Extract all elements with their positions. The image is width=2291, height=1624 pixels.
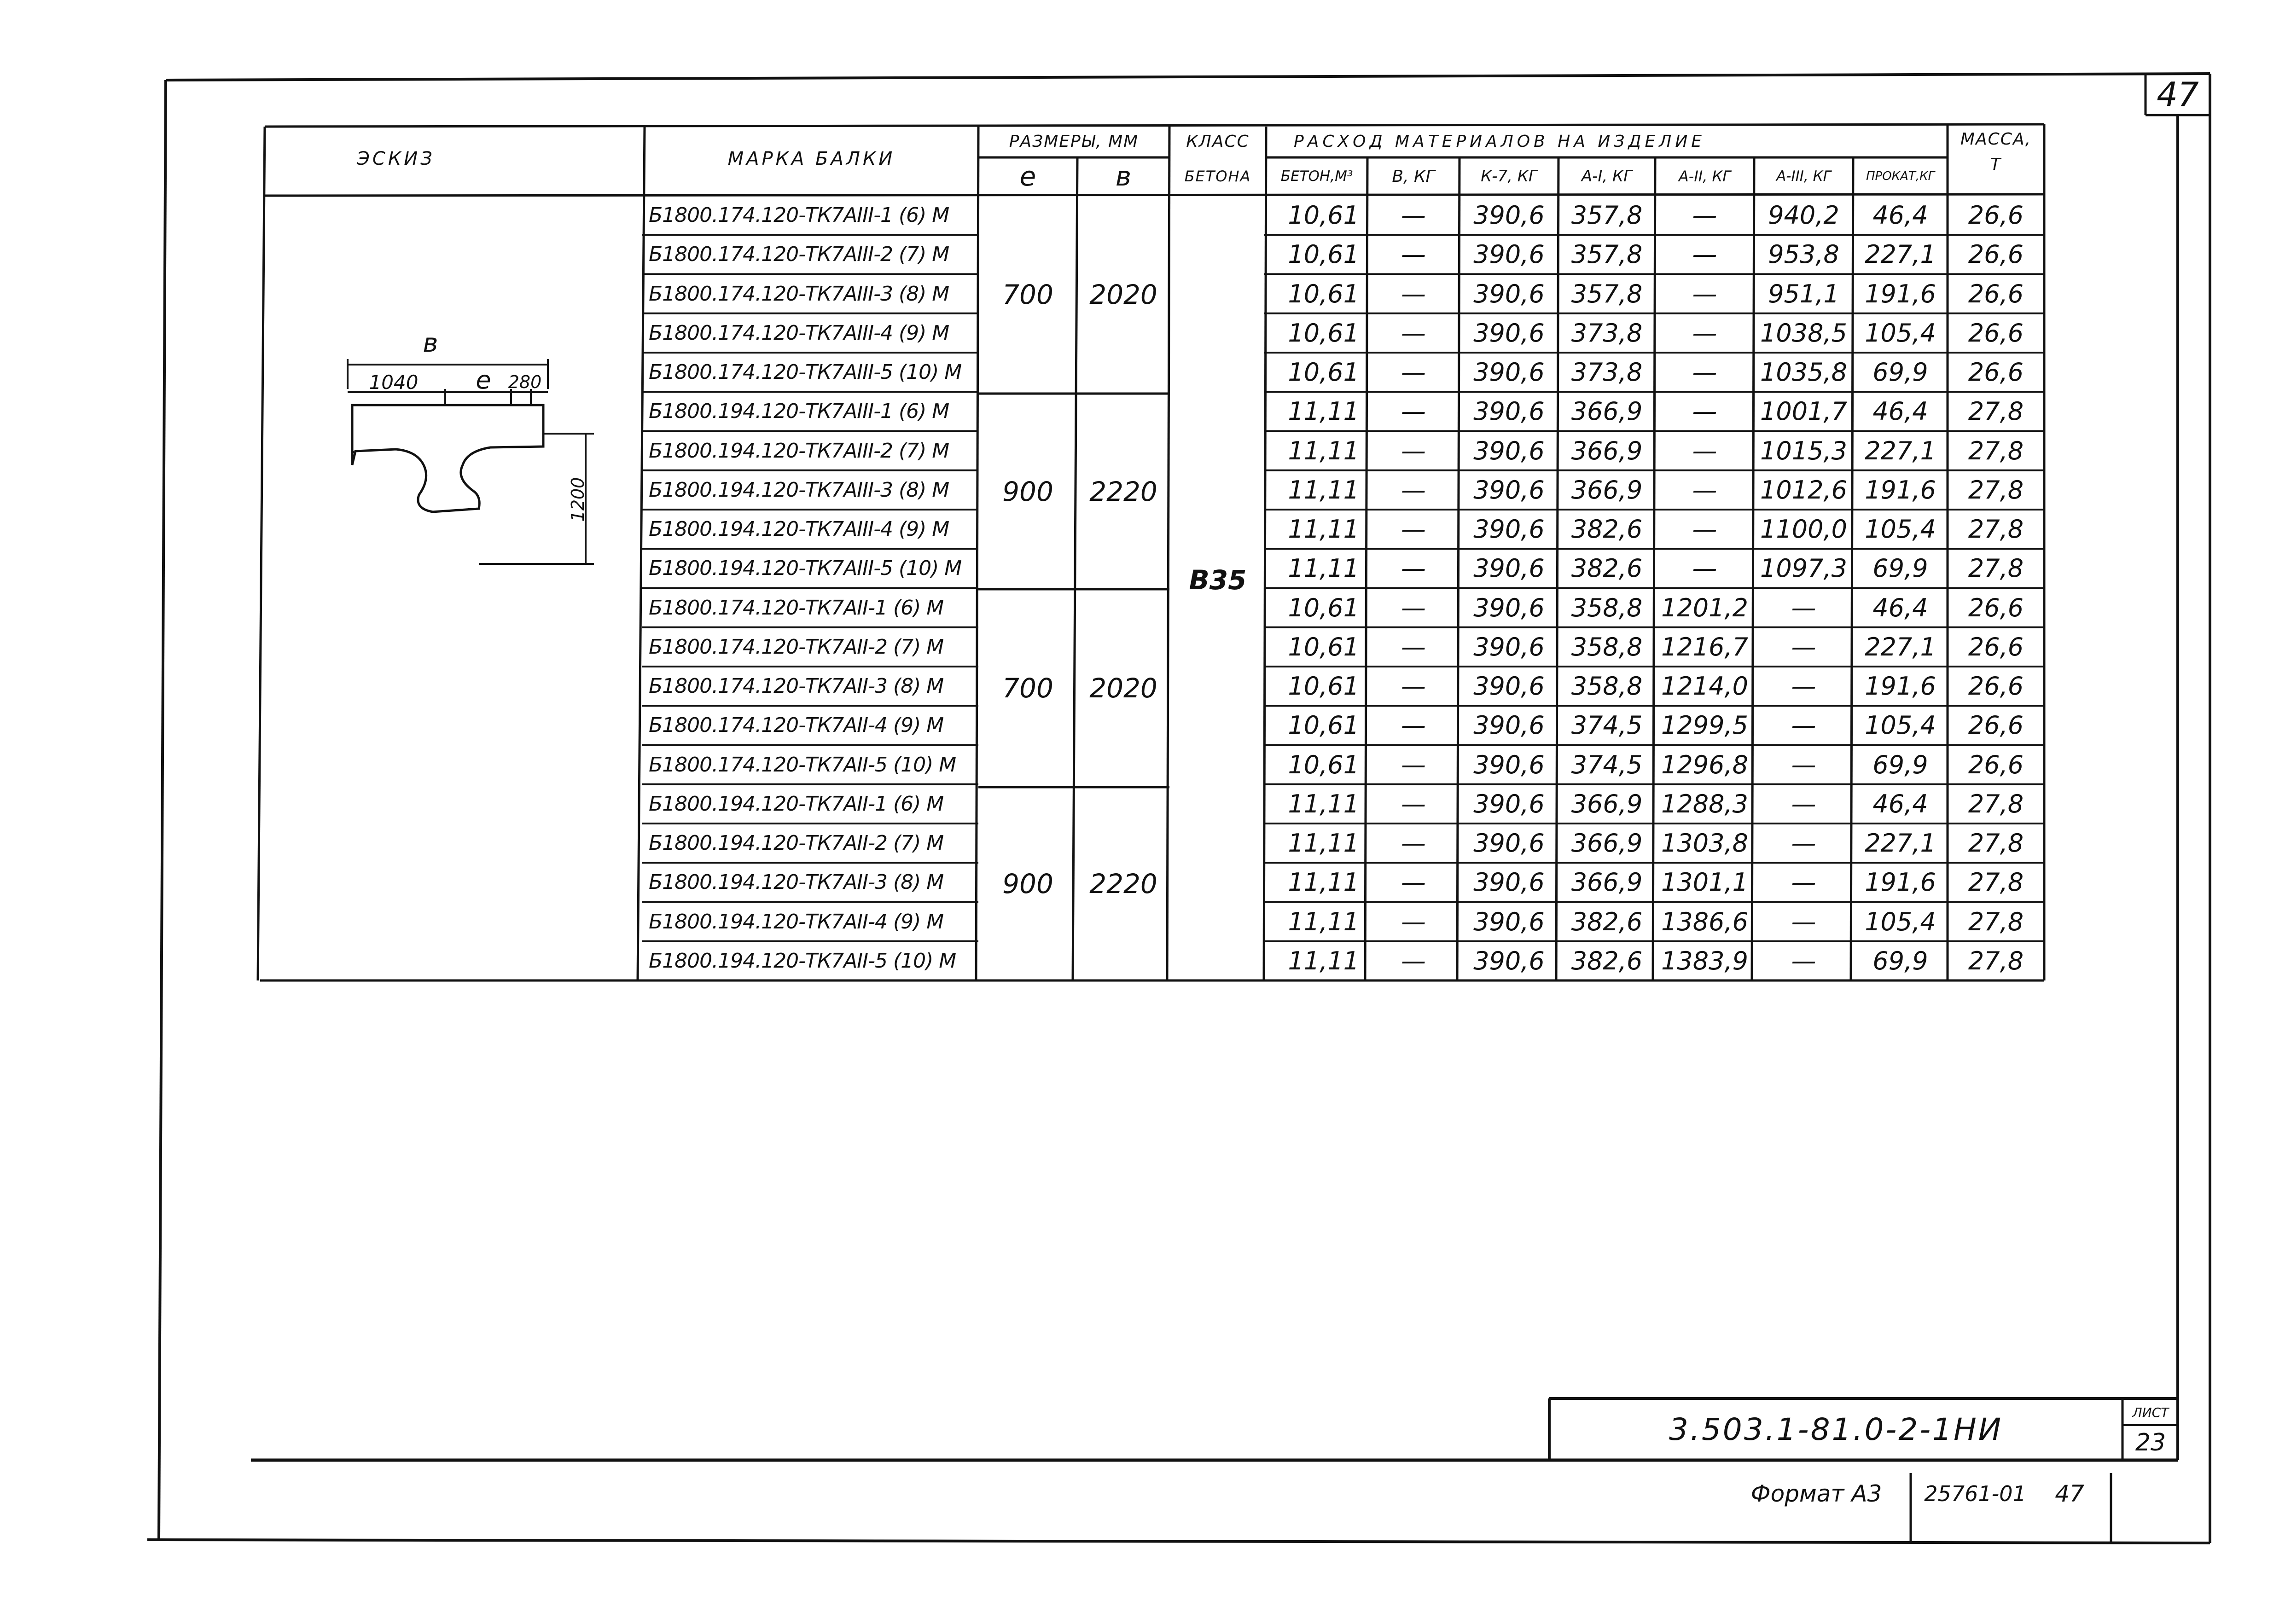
table-cell-beton: 11,11 xyxy=(1288,475,1359,505)
table-cell-a3: — xyxy=(1791,829,1816,858)
table-row-mark: Б1800.174.120-ТК7АII-4 (9) М xyxy=(649,713,944,737)
table-cell-a3: — xyxy=(1791,868,1816,897)
table-cell-a2: 1216,7 xyxy=(1661,632,1748,661)
table-row-mark: Б1800.194.120-ТК7АII-2 (7) М xyxy=(649,831,944,855)
table-cell-v: — xyxy=(1401,397,1426,426)
table-cell-beton: 11,11 xyxy=(1288,907,1359,936)
table-cell-a3: 1035,8 xyxy=(1760,358,1847,387)
table-cell-a3: — xyxy=(1791,593,1816,622)
header-dim-v: в xyxy=(1115,161,1132,192)
table-cell-k7: 390,6 xyxy=(1473,868,1545,897)
table-cell-k7: 390,6 xyxy=(1473,711,1545,740)
table-cell-beton: 11,11 xyxy=(1288,554,1359,583)
table-cell-v: — xyxy=(1401,318,1426,348)
table-cell-v: — xyxy=(1401,750,1426,779)
table-row-mark: Б1800.174.120-ТК7АII-2 (7) М xyxy=(649,635,944,659)
concrete-class: В35 xyxy=(1189,564,1247,596)
table-cell-prokat: 46,4 xyxy=(1872,593,1928,622)
table-cell-a2: 1201,2 xyxy=(1661,593,1748,622)
table-cell-mass: 27,8 xyxy=(1968,397,2024,426)
table-cell-a1: 382,6 xyxy=(1571,554,1643,583)
table-cell-v: — xyxy=(1401,946,1426,975)
header-mass-1: МАССА, xyxy=(1960,129,2032,149)
document-code: 3.503.1-81.0-2-1НИ xyxy=(1669,1411,2003,1447)
group-4-v: 2220 xyxy=(1089,868,1157,899)
table-cell-prokat: 227,1 xyxy=(1865,240,1936,269)
table-cell-a2: 1299,5 xyxy=(1661,711,1748,740)
table-cell-a3: — xyxy=(1791,789,1816,818)
header-mark: МАРКА БАЛКИ xyxy=(727,148,895,169)
table-cell-a1: 382,6 xyxy=(1571,515,1643,544)
table-cell-k7: 390,6 xyxy=(1473,632,1545,661)
table-cell-mass: 26,6 xyxy=(1968,358,2024,387)
group-3-e: 700 xyxy=(1002,673,1053,704)
table-cell-v: — xyxy=(1401,672,1426,701)
table-cell-a2: — xyxy=(1692,318,1717,348)
table-cell-mass: 26,6 xyxy=(1968,632,2024,661)
table-cell-beton: 10,61 xyxy=(1288,672,1359,701)
sketch-dim-left: 1040 xyxy=(369,371,419,394)
table-cell-a3: 1015,3 xyxy=(1760,436,1847,465)
table-cell-prokat: 227,1 xyxy=(1865,632,1936,661)
table-cell-a3: — xyxy=(1791,750,1816,779)
table-cell-beton: 10,61 xyxy=(1288,201,1359,230)
table-row-mark: Б1800.194.120-ТК7АIII-3 (8) М xyxy=(649,478,949,502)
table-cell-v: — xyxy=(1401,789,1426,818)
group-4-e: 900 xyxy=(1002,868,1053,899)
table-cell-k7: 390,6 xyxy=(1473,829,1545,858)
table-cell-v: — xyxy=(1401,868,1426,897)
table-cell-a2: 1301,1 xyxy=(1661,868,1748,897)
group-1-e: 700 xyxy=(1002,279,1053,310)
table-cell-a3: 940,2 xyxy=(1768,201,1839,230)
table-cell-k7: 390,6 xyxy=(1473,672,1545,701)
table-cell-k7: 390,6 xyxy=(1473,554,1545,583)
header-a1: А-I, КГ xyxy=(1581,167,1633,186)
table-cell-a2: 1386,6 xyxy=(1661,907,1748,936)
table-row-mark: Б1800.194.120-ТК7АIII-5 (10) М xyxy=(649,557,962,580)
table-cell-mass: 26,6 xyxy=(1968,750,2024,779)
table-cell-a3: 1001,7 xyxy=(1760,397,1847,426)
table-cell-v: — xyxy=(1401,829,1426,858)
table-cell-v: — xyxy=(1401,711,1426,740)
table-cell-prokat: 105,4 xyxy=(1865,907,1936,936)
table-cell-mass: 27,8 xyxy=(1968,475,2024,505)
table-cell-v: — xyxy=(1401,593,1426,622)
table-cell-k7: 390,6 xyxy=(1473,750,1545,779)
group-2-e: 900 xyxy=(1002,476,1053,507)
table-cell-a2: — xyxy=(1692,515,1717,544)
table-cell-a2: — xyxy=(1692,279,1717,308)
table-cell-a1: 357,8 xyxy=(1571,201,1643,230)
table-cell-beton: 11,11 xyxy=(1288,515,1359,544)
table-cell-mass: 26,6 xyxy=(1968,672,2024,701)
header-sketch: ЭСКИЗ xyxy=(357,148,435,169)
table-cell-a1: 358,8 xyxy=(1571,672,1643,701)
header-class-2: БЕТОНА xyxy=(1184,168,1251,185)
group-3-v: 2020 xyxy=(1089,673,1157,704)
table-cell-k7: 390,6 xyxy=(1473,436,1545,465)
table-cell-beton: 11,11 xyxy=(1288,946,1359,975)
table-cell-v: — xyxy=(1401,515,1426,544)
table-cell-a3: — xyxy=(1791,711,1816,740)
table-cell-a2: — xyxy=(1692,436,1717,465)
table-cell-mass: 26,6 xyxy=(1968,240,2024,269)
table-cell-a1: 358,8 xyxy=(1571,632,1643,661)
list-label: ЛИСТ xyxy=(2132,1404,2169,1420)
table-cell-mass: 27,8 xyxy=(1968,789,2024,818)
header-dim-e: e xyxy=(1019,161,1036,192)
table-cell-a1: 366,9 xyxy=(1571,789,1643,818)
table-cell-k7: 390,6 xyxy=(1473,201,1545,230)
table-cell-prokat: 46,4 xyxy=(1872,201,1928,230)
table-cell-beton: 11,11 xyxy=(1288,397,1359,426)
table-cell-a1: 366,9 xyxy=(1571,829,1643,858)
table-cell-mass: 27,8 xyxy=(1968,515,2024,544)
table-cell-v: — xyxy=(1401,436,1426,465)
table-cell-a1: 373,8 xyxy=(1571,358,1643,387)
table-cell-mass: 26,6 xyxy=(1968,593,2024,622)
table-cell-mass: 26,6 xyxy=(1968,318,2024,348)
table-row-mark: Б1800.194.120-ТК7АIII-1 (6) М xyxy=(649,400,949,423)
table-cell-mass: 26,6 xyxy=(1968,711,2024,740)
table-cell-a1: 382,6 xyxy=(1571,946,1643,975)
table-cell-a3: 1012,6 xyxy=(1760,475,1847,505)
table-row-mark: Б1800.194.120-ТК7АIII-2 (7) М xyxy=(649,439,949,463)
table-cell-mass: 26,6 xyxy=(1968,201,2024,230)
table-cell-a3: 1100,0 xyxy=(1760,515,1847,544)
table-cell-k7: 390,6 xyxy=(1473,318,1545,348)
table-cell-a3: 953,8 xyxy=(1768,240,1839,269)
header-v-kg: В, КГ xyxy=(1392,167,1435,186)
table-cell-k7: 390,6 xyxy=(1473,397,1545,426)
table-cell-prokat: 46,4 xyxy=(1872,397,1928,426)
table-cell-k7: 390,6 xyxy=(1473,240,1545,269)
table-cell-mass: 27,8 xyxy=(1968,946,2024,975)
table-cell-a2: 1296,8 xyxy=(1661,750,1748,779)
table-cell-beton: 10,61 xyxy=(1288,279,1359,308)
table-cell-beton: 10,61 xyxy=(1288,711,1359,740)
group-2-v: 2220 xyxy=(1089,476,1157,507)
table-cell-beton: 11,11 xyxy=(1288,829,1359,858)
header-beton: БЕТОН,М³ xyxy=(1280,168,1353,185)
sketch-dim-e: e xyxy=(476,366,491,394)
table-row-mark: Б1800.174.120-ТК7АIII-5 (10) М xyxy=(649,360,962,384)
header-prokat: ПРОКАТ,КГ xyxy=(1866,169,1935,183)
table-cell-mass: 27,8 xyxy=(1968,436,2024,465)
table-cell-k7: 390,6 xyxy=(1473,358,1545,387)
table-cell-a3: — xyxy=(1791,632,1816,661)
table-cell-a2: 1288,3 xyxy=(1661,789,1748,818)
table-cell-a3: — xyxy=(1791,672,1816,701)
table-cell-k7: 390,6 xyxy=(1473,789,1545,818)
table-cell-k7: 390,6 xyxy=(1473,515,1545,544)
table-cell-prokat: 105,4 xyxy=(1865,515,1936,544)
table-cell-prokat: 69,9 xyxy=(1872,554,1928,583)
table-cell-v: — xyxy=(1401,554,1426,583)
table-row-mark: Б1800.174.120-ТК7АII-1 (6) М xyxy=(649,596,944,620)
table-cell-beton: 11,11 xyxy=(1288,436,1359,465)
table-cell-prokat: 191,6 xyxy=(1865,672,1936,701)
table-cell-prokat: 69,9 xyxy=(1872,946,1928,975)
table-row-mark: Б1800.174.120-ТК7АIII-3 (8) М xyxy=(649,282,949,306)
table-cell-prokat: 105,4 xyxy=(1865,318,1936,348)
table-cell-prokat: 69,9 xyxy=(1872,358,1928,387)
table-cell-a2: — xyxy=(1692,201,1717,230)
table-cell-a2: 1303,8 xyxy=(1661,829,1748,858)
table-cell-a1: 366,9 xyxy=(1571,475,1643,505)
table-cell-a2: — xyxy=(1692,397,1717,426)
table-cell-v: — xyxy=(1401,358,1426,387)
table-cell-k7: 390,6 xyxy=(1473,475,1545,505)
table-row-mark: Б1800.174.120-ТК7АII-5 (10) М xyxy=(649,753,956,777)
table-cell-prokat: 69,9 xyxy=(1872,750,1928,779)
table-cell-a3: 1097,3 xyxy=(1760,554,1847,583)
table-cell-mass: 27,8 xyxy=(1968,554,2024,583)
inventory-sheet: 47 xyxy=(2055,1480,2084,1507)
table-cell-a2: — xyxy=(1692,554,1717,583)
table-cell-a2: 1383,9 xyxy=(1661,946,1748,975)
table-row-mark: Б1800.174.120-ТК7АIII-2 (7) М xyxy=(649,243,949,267)
format-label: Формат А3 xyxy=(1750,1480,1882,1507)
table-cell-a1: 374,5 xyxy=(1571,711,1643,740)
table-cell-mass: 27,8 xyxy=(1968,907,2024,936)
table-row-mark: Б1800.194.120-ТК7АII-3 (8) М xyxy=(649,870,944,894)
table-cell-a3: 1038,5 xyxy=(1760,318,1847,348)
inventory-number: 25761-01 xyxy=(1924,1481,2026,1506)
table-cell-prokat: 46,4 xyxy=(1872,789,1928,818)
table-cell-v: — xyxy=(1401,475,1426,505)
header-a3: А-III, КГ xyxy=(1776,168,1831,185)
table-row-mark: Б1800.174.120-ТК7АIII-4 (9) М xyxy=(649,321,949,345)
table-cell-prokat: 105,4 xyxy=(1865,711,1936,740)
table-cell-prokat: 191,6 xyxy=(1865,279,1936,308)
table-cell-prokat: 191,6 xyxy=(1865,868,1936,897)
table-cell-prokat: 191,6 xyxy=(1865,475,1936,505)
table-cell-a2: — xyxy=(1692,475,1717,505)
table-row-mark: Б1800.194.120-ТК7АIII-4 (9) М xyxy=(649,517,949,541)
table-cell-prokat: 227,1 xyxy=(1865,829,1936,858)
table-cell-a3: 951,1 xyxy=(1768,279,1839,308)
table-cell-beton: 11,11 xyxy=(1288,789,1359,818)
table-row-mark: Б1800.194.120-ТК7АII-4 (9) М xyxy=(649,910,944,934)
table-cell-v: — xyxy=(1401,240,1426,269)
table-cell-beton: 10,61 xyxy=(1288,750,1359,779)
header-dims: РАЗМЕРЫ, ММ xyxy=(1009,132,1139,151)
group-1-v: 2020 xyxy=(1089,279,1157,310)
sketch-label-v: в xyxy=(423,329,438,357)
table-cell-beton: 10,61 xyxy=(1288,240,1359,269)
sheet-corner-number: 47 xyxy=(2157,75,2199,114)
table-cell-prokat: 227,1 xyxy=(1865,436,1936,465)
table-cell-v: — xyxy=(1401,279,1426,308)
table-row-mark: Б1800.174.120-ТК7АIII-1 (6) М xyxy=(649,203,949,227)
table-cell-v: — xyxy=(1401,201,1426,230)
table-row-mark: Б1800.174.120-ТК7АII-3 (8) М xyxy=(649,674,944,698)
table-cell-beton: 10,61 xyxy=(1288,593,1359,622)
table-cell-a1: 374,5 xyxy=(1571,750,1643,779)
table-cell-a1: 366,9 xyxy=(1571,436,1643,465)
table-cell-a1: 358,8 xyxy=(1571,593,1643,622)
table-cell-a1: 366,9 xyxy=(1571,397,1643,426)
table-cell-a1: 357,8 xyxy=(1571,279,1643,308)
header-mass-2: Т xyxy=(1990,155,2001,174)
table-cell-beton: 10,61 xyxy=(1288,358,1359,387)
table-cell-a2: — xyxy=(1692,358,1717,387)
header-materials: РАСХОД МАТЕРИАЛОВ НА ИЗДЕЛИЕ xyxy=(1294,132,1706,151)
table-cell-a1: 382,6 xyxy=(1571,907,1643,936)
table-cell-a1: 357,8 xyxy=(1571,240,1643,269)
table-cell-a2: 1214,0 xyxy=(1661,672,1748,701)
table-cell-beton: 10,61 xyxy=(1288,318,1359,348)
header-class-1: КЛАСС xyxy=(1186,132,1250,151)
sketch-dim-right: 280 xyxy=(508,372,542,392)
sketch-dim-height: 1200 xyxy=(568,477,588,522)
table-cell-a1: 373,8 xyxy=(1571,318,1643,348)
table-row-mark: Б1800.194.120-ТК7АII-1 (6) М xyxy=(649,792,944,816)
table-cell-a3: — xyxy=(1791,907,1816,936)
table-cell-v: — xyxy=(1401,907,1426,936)
table-cell-mass: 27,8 xyxy=(1968,829,2024,858)
table-cell-k7: 390,6 xyxy=(1473,279,1545,308)
table-cell-a1: 366,9 xyxy=(1571,868,1643,897)
header-k7: К-7, КГ xyxy=(1481,167,1537,186)
table-row-mark: Б1800.194.120-ТК7АII-5 (10) М xyxy=(649,949,956,973)
table-cell-a2: — xyxy=(1692,240,1717,269)
table-cell-k7: 390,6 xyxy=(1473,946,1545,975)
header-a2: А-II, КГ xyxy=(1678,168,1731,185)
table-cell-beton: 11,11 xyxy=(1288,868,1359,897)
table-cell-beton: 10,61 xyxy=(1288,632,1359,661)
table-cell-mass: 26,6 xyxy=(1968,279,2024,308)
list-number: 23 xyxy=(2135,1429,2166,1456)
table-cell-v: — xyxy=(1401,632,1426,661)
table-cell-mass: 27,8 xyxy=(1968,868,2024,897)
table-cell-a3: — xyxy=(1791,946,1816,975)
table-cell-k7: 390,6 xyxy=(1473,593,1545,622)
table-cell-k7: 390,6 xyxy=(1473,907,1545,936)
